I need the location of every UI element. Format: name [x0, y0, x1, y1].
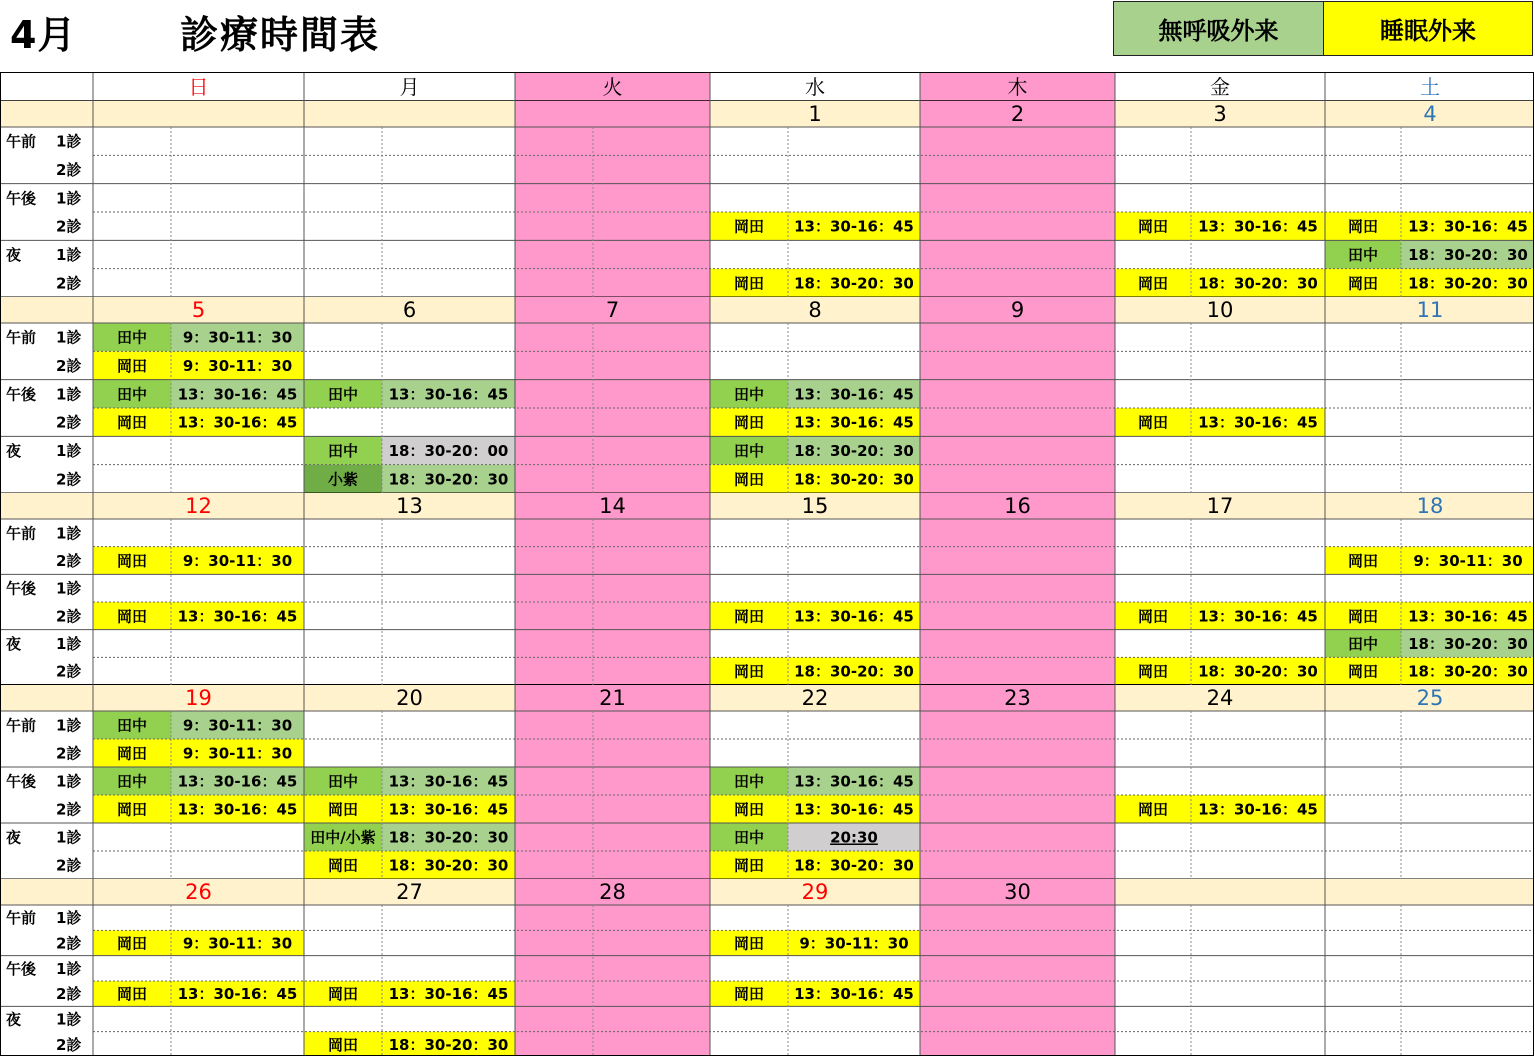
schedule-entry: [710, 981, 920, 1006]
schedule-entry: [304, 380, 515, 408]
schedule-entry: [93, 930, 304, 955]
date-number: 26: [185, 880, 212, 904]
doctor-name: 岡田: [733, 800, 765, 819]
slot-label: 1診: [56, 828, 82, 847]
clinic-time: 18：30-20：30: [388, 828, 509, 847]
schedule-entry: [710, 851, 920, 879]
doctor-name: 岡田: [733, 985, 765, 1004]
doctor-name: 岡田: [116, 934, 148, 953]
schedule-entry: [1325, 212, 1534, 240]
month-title: 4月: [10, 13, 77, 57]
doctor-name: 岡田: [1347, 274, 1379, 293]
doctor-name: 田中: [327, 385, 359, 404]
clinic-time: 18：30-20：30: [388, 856, 509, 875]
slot-label: 1診: [56, 1010, 82, 1029]
clinic-time: 13：30-16：45: [1198, 607, 1318, 626]
period-label: 夜: [6, 442, 22, 460]
clinic-time: 9：30-11：30: [799, 934, 909, 953]
date-number: 14: [599, 494, 626, 518]
schedule-entry: [93, 602, 304, 630]
date-number: 7: [605, 298, 620, 322]
clinic-time: 9：30-11：30: [182, 357, 293, 375]
period-label: 夜: [6, 828, 22, 847]
schedule-entry: [304, 823, 515, 851]
date-number: 23: [1004, 686, 1031, 710]
date-number: 28: [599, 880, 626, 904]
date-number: 18: [1416, 494, 1444, 518]
calendar-grid: [1, 73, 1534, 1056]
closed-day: [515, 297, 710, 493]
date-row: [1, 493, 1534, 519]
date-number: 16: [1004, 494, 1031, 518]
date-row: [1, 879, 1534, 905]
date-number: 20: [396, 686, 423, 710]
slot-label: 1診: [56, 246, 82, 264]
slot-label: 2診: [56, 1035, 82, 1054]
schedule-entry: [93, 711, 304, 739]
closed-day: [920, 101, 1115, 297]
closed-day: [920, 297, 1115, 493]
slot-label: 1診: [56, 772, 82, 791]
date-number: 22: [801, 686, 829, 710]
period-label: 午後: [6, 189, 37, 208]
weekday-header: 土: [1420, 75, 1440, 99]
slot-label: 1診: [56, 132, 82, 151]
schedule-entry: [1325, 630, 1534, 658]
date-number: 24: [1206, 686, 1234, 710]
clinic-time: 9：30-11：30: [182, 934, 293, 953]
period-label: 午前: [6, 524, 37, 543]
date-number: 2: [1010, 102, 1025, 126]
slot-label: 2診: [56, 274, 82, 293]
schedule-entry: [93, 323, 304, 351]
schedule-entry: [93, 380, 304, 408]
slot-label: 1診: [56, 189, 82, 208]
slot-label: 1診: [56, 442, 82, 460]
date-number: 9: [1010, 298, 1025, 322]
slot-label: 2診: [56, 470, 82, 489]
doctor-name: 岡田: [1137, 217, 1169, 236]
clinic-time: 13：30-16：45: [1408, 607, 1528, 626]
schedule-entry: [93, 351, 304, 379]
weekday-header: 火: [602, 75, 623, 99]
slot-label: 1診: [56, 959, 82, 978]
clinic-time: 18：30-20：30: [388, 1035, 509, 1054]
clinic-time: 18：30-20：30: [794, 274, 914, 293]
period-label: 午後: [6, 579, 37, 598]
schedule-entry: [710, 657, 920, 685]
doctor-name: 岡田: [733, 413, 765, 432]
schedule-entry: [1115, 212, 1325, 240]
doctor-name: 田中: [116, 385, 148, 404]
clinic-time: 13：30-16：45: [794, 772, 914, 791]
schedule-entry: [710, 602, 920, 630]
schedule-entry: [1115, 657, 1325, 685]
doctor-name: 岡田: [1347, 607, 1379, 626]
doctor-name: 岡田: [1137, 413, 1169, 432]
doctor-name: 田中: [733, 828, 765, 847]
slot-label: 2診: [56, 985, 82, 1004]
doctor-name: 岡田: [733, 470, 765, 489]
date-number: 4: [1423, 102, 1437, 126]
period-label: 午前: [6, 328, 37, 347]
doctor-name: 田中: [116, 716, 148, 735]
doctor-name: 岡田: [1137, 274, 1169, 293]
date-number: 6: [402, 298, 417, 322]
slot-label: 1診: [56, 328, 82, 347]
doctor-name: 岡田: [1347, 662, 1379, 681]
doctor-name: 岡田: [733, 607, 765, 626]
doctor-name: 岡田: [327, 985, 359, 1004]
slot-label: 2診: [56, 607, 82, 626]
schedule-entry: [710, 380, 920, 408]
clinic-time: 18：30-20：30: [794, 470, 914, 489]
doctor-name: 岡田: [1137, 662, 1169, 681]
doctor-name: 岡田: [327, 856, 359, 875]
schedule-entry: [1115, 269, 1325, 297]
period-label: 午後: [6, 385, 37, 404]
doctor-name: 岡田: [733, 856, 765, 875]
period-label: 夜: [6, 635, 22, 653]
date-number: 15: [801, 494, 829, 518]
clinic-time: 13：30-16：45: [794, 385, 914, 404]
clinic-time: 13：30-16：45: [794, 800, 914, 819]
closed-day: [515, 879, 710, 1056]
clinic-time: 13：30-16：45: [1408, 217, 1528, 236]
date-number: 11: [1416, 298, 1444, 322]
clinic-time: 13：30-16：45: [794, 413, 914, 432]
schedule-entry: [304, 767, 515, 795]
legend-apnea-clinic: 無呼吸外来: [1113, 1, 1324, 56]
slot-label: 1診: [56, 579, 82, 598]
schedule-entry: [710, 930, 920, 955]
doctor-name: 田中: [1347, 246, 1379, 264]
schedule-entry: [710, 212, 920, 240]
slot-label: 2診: [56, 856, 82, 875]
closed-day: [920, 685, 1115, 879]
date-number: 19: [185, 686, 212, 710]
slot-label: 1診: [56, 635, 82, 653]
slot-label: 2診: [56, 662, 82, 681]
clinic-time: 18：30-20：30: [794, 662, 914, 681]
period-label: 午後: [6, 772, 37, 791]
schedule-entry: [710, 408, 920, 436]
slot-label: 1診: [56, 524, 82, 543]
doctor-name: 岡田: [327, 1035, 359, 1054]
clinic-time: 13：30-16：45: [794, 985, 914, 1004]
schedule-entry: [93, 739, 304, 767]
page-title: 診療時間表: [180, 13, 381, 57]
clinic-time: 9：30-11：30: [182, 744, 293, 763]
period-label: 夜: [6, 246, 22, 264]
doctor-name: 岡田: [1347, 217, 1379, 236]
date-row: [1, 685, 1534, 711]
doctor-name: 岡田: [116, 607, 148, 626]
clinic-time: 18：30-20：30: [1408, 635, 1528, 653]
weekday-header: 水: [805, 75, 825, 99]
schedule-entry: [93, 547, 304, 575]
clinic-time: 13：30-16：45: [177, 985, 298, 1004]
clinic-time: 13：30-16：45: [388, 385, 509, 404]
date-number: 8: [808, 298, 822, 322]
clinic-time: 18：30-20：30: [794, 442, 914, 460]
weekday-header: 月: [399, 75, 420, 99]
legend-sleep-clinic: 睡眠外来: [1323, 1, 1533, 56]
doctor-name: 岡田: [116, 413, 148, 432]
clinic-time: 9：30-11：30: [182, 552, 293, 570]
clinic-time: 13：30-16：45: [388, 800, 509, 819]
clinic-time: 18：30-20：00: [388, 442, 509, 460]
clinic-time: 13：30-16：45: [177, 385, 298, 404]
date-row: [1, 101, 1534, 127]
slot-label: 2診: [56, 800, 82, 819]
date-number: 30: [1004, 880, 1031, 904]
closed-day: [920, 879, 1115, 1056]
clinic-time: 9：30-11：30: [182, 716, 293, 735]
slot-label: 2診: [56, 161, 82, 179]
doctor-name: 田中: [733, 442, 765, 460]
doctor-name: 田中: [733, 772, 765, 791]
doctor-name: 田中: [327, 772, 359, 791]
date-number: 27: [396, 880, 423, 904]
clinic-time: 13：30-16：45: [177, 772, 298, 791]
schedule-entry: [93, 981, 304, 1006]
doctor-name: 岡田: [116, 800, 148, 819]
date-number: 29: [801, 880, 829, 904]
date-number: 17: [1206, 494, 1234, 518]
closed-day: [515, 685, 710, 879]
clinic-time: 18：30-20：30: [1198, 274, 1318, 293]
date-number: 5: [191, 298, 206, 322]
schedule-entry: [1115, 795, 1325, 823]
clinic-time: 9：30-11：30: [182, 328, 293, 347]
doctor-name: 田中: [116, 328, 148, 347]
schedule-entry: [710, 823, 920, 851]
date-row: [1, 297, 1534, 323]
weekday-header: 木: [1007, 75, 1028, 99]
schedule-entry: [93, 795, 304, 823]
closed-day: [920, 493, 1115, 685]
doctor-name: 田中: [116, 772, 148, 791]
date-number: 3: [1213, 102, 1227, 126]
clinic-time: 13：30-16：45: [1198, 217, 1318, 236]
clinic-time: 13：30-16：45: [177, 607, 298, 626]
doctor-name: 岡田: [1347, 552, 1379, 570]
closed-day: [515, 101, 710, 297]
clinic-time: 20:30: [830, 828, 878, 847]
slot-label: 2診: [56, 552, 82, 570]
clinic-time: 18：30-20：30: [794, 856, 914, 875]
schedule-entry: [93, 408, 304, 436]
schedule-entry: [304, 465, 515, 493]
schedule-entry: [93, 767, 304, 795]
schedule-entry: [304, 795, 515, 823]
schedule-entry: [304, 851, 515, 879]
clinic-time: 13：30-16：45: [794, 607, 914, 626]
doctor-name: 田中/小紫: [310, 828, 376, 847]
date-number: 25: [1416, 686, 1444, 710]
period-label: 夜: [6, 1010, 22, 1029]
slot-label: 2診: [56, 413, 82, 432]
doctor-name: 田中: [327, 442, 359, 460]
doctor-name: 岡田: [116, 985, 148, 1004]
slot-label: 2診: [56, 217, 82, 236]
clinic-time: 18：30-20：30: [1408, 274, 1528, 293]
clinic-time: 13：30-16：45: [177, 413, 298, 432]
doctor-name: 岡田: [116, 744, 148, 763]
slot-label: 1診: [56, 385, 82, 404]
clinic-time: 13：30-16：45: [388, 985, 509, 1004]
weekday-header: 日: [188, 75, 209, 99]
period-label: 午前: [6, 909, 37, 928]
doctor-name: 田中: [733, 385, 765, 404]
schedule-entry: [1325, 602, 1534, 630]
closed-day: [515, 493, 710, 685]
doctor-name: 岡田: [733, 662, 765, 681]
schedule-calendar: [0, 72, 1534, 1056]
date-number: 12: [185, 494, 212, 518]
doctor-name: 田中: [1347, 635, 1379, 653]
date-number: 10: [1206, 298, 1234, 322]
schedule-entry: [304, 981, 515, 1006]
doctor-name: 岡田: [116, 357, 148, 375]
slot-label: 1診: [56, 716, 82, 735]
doctor-name: 岡田: [327, 800, 359, 819]
doctor-name: 岡田: [1137, 800, 1169, 819]
schedule-entry: [1325, 547, 1534, 575]
period-label: 午前: [6, 132, 37, 151]
clinic-time: 18：30-20：30: [1408, 246, 1528, 264]
date-number: 13: [396, 494, 423, 518]
schedule-entry: [304, 1032, 515, 1056]
doctor-name: 小紫: [327, 470, 359, 489]
date-number: 21: [599, 686, 626, 710]
schedule-entry: [1325, 657, 1534, 685]
weekday-header: 金: [1210, 75, 1230, 99]
schedule-entry: [710, 436, 920, 464]
schedule-entry: [710, 795, 920, 823]
schedule-entry: [1325, 269, 1534, 297]
slot-label: 2診: [56, 357, 82, 375]
clinic-time: 13：30-16：45: [794, 217, 914, 236]
schedule-entry: [710, 465, 920, 493]
schedule-entry: [1115, 408, 1325, 436]
doctor-name: 岡田: [733, 934, 765, 953]
doctor-name: 岡田: [116, 552, 148, 570]
doctor-name: 岡田: [733, 217, 765, 236]
doctor-name: 岡田: [733, 274, 765, 293]
schedule-entry: [1115, 602, 1325, 630]
schedule-entry: [1325, 240, 1534, 268]
clinic-time: 9：30-11：30: [1413, 552, 1523, 570]
schedule-entry: [710, 269, 920, 297]
slot-label: 2診: [56, 744, 82, 763]
period-label: 午後: [6, 959, 37, 978]
clinic-time: 13：30-16：45: [1198, 413, 1318, 432]
clinic-time: 13：30-16：45: [388, 772, 509, 791]
clinic-time: 13：30-16：45: [1198, 800, 1318, 819]
date-number: 1: [808, 102, 822, 126]
clinic-time: 18：30-20：30: [1198, 662, 1318, 681]
schedule-entry: [304, 436, 515, 464]
clinic-time: 18：30-20：30: [1408, 662, 1528, 681]
period-label: 午前: [6, 716, 37, 735]
clinic-time: 18：30-20：30: [388, 470, 509, 489]
slot-label: 2診: [56, 934, 82, 953]
clinic-time: 13：30-16：45: [177, 800, 298, 819]
schedule-entry: [710, 767, 920, 795]
doctor-name: 岡田: [1137, 607, 1169, 626]
slot-label: 1診: [56, 909, 82, 928]
